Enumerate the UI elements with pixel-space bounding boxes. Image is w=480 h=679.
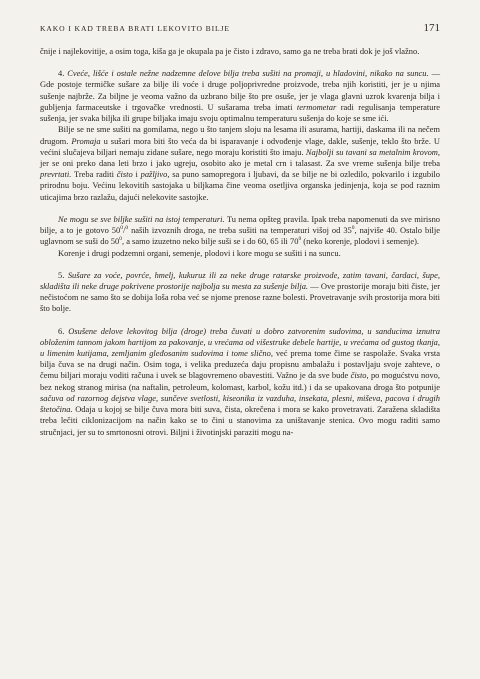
page-number: 171 <box>423 22 440 34</box>
text-run: 6. <box>58 325 69 336</box>
text-run: Tu nema opšteg pravila. Ipak treba napomenuti da sve mirisno bilje, a to je gotovo 50 <box>40 213 441 236</box>
text-run: jer se oni preko dana leti brzo i jako ugreju, osobito ako je metal crn i talasast. Za sve vreme sušenja bilje treba <box>40 157 440 168</box>
text-run: / <box>123 225 126 236</box>
text-run: — Ove prostorije moraju biti čiste, jer nečistoćom ne samo što se dobija loša roba već se njome prenose razne bolesti. Provetravanje svih prostorija mora biti što bolje. <box>40 280 441 314</box>
text-run: , najviše 40. Ostalo bilje uglavnom se suši do 50 <box>40 225 440 247</box>
italic-run: čisto <box>116 169 133 180</box>
text-run: po mogućstvu novo, bez nekog stranog mirisa (na naftalin, petroleum, kolomast, karbol, kožu itd.) i da se upakovana droga što potpunije <box>40 370 440 392</box>
paragraph-gap <box>40 315 440 326</box>
text-run: Bilje se ne sme sušiti na gomilama, nego u što tanjem sloju na lesama ili asurama, hartiji, daskama ili na nečem drugom. <box>40 124 440 146</box>
paragraph-drying-layers <box>40 124 440 203</box>
text-run: sa puno samopregora i ljubavi, da se bilje ne bi ozledilo, pokvarilo i izgubilo prirodnu boju. Većinu lekovitih sastojaka u biljkama čine veoma osetljiva organska jedinjenja, koja se pod raznim uticajima brzo razlažu, dajući nelekovite sastojke. <box>40 169 440 202</box>
italic-run: sačuva od razornog dejstva vlage, sunčeve svetlosti, kiseonika iz vazduha, insekata, plesni, miševa, pacova i drugih štetočina. <box>40 392 440 415</box>
italic-run: pažljivo, <box>140 169 170 180</box>
text-run: radi regulisanja temperature sušenja, jer svaka biljka ili grupe biljaka imaju svoju optimalnu temperaturu sušenja do koje se sme ići. <box>40 101 440 124</box>
running-header <box>40 22 440 42</box>
text-run: i <box>132 169 141 180</box>
text-run: Treba raditi <box>71 169 117 180</box>
text-run: čnije i najlekovitije, a osim toga, kiša ga je okupala pa je čisto i zdravo, samo ga ne treba brati dok je još vlažno. <box>40 46 420 56</box>
text-run: (neko korenje, plodovi i semenje). <box>301 236 420 247</box>
paragraph-item-4 <box>40 68 440 124</box>
italic-run: Osušene delove lekovitog bilja (droge) treba čuvati u dobro zatvorenim sudovima, u sanducima iznutra obloženim tannom jakom hartijom za pakovanje, u vrećama od višestruke debele hartije, u vrećama od gustog tkanja, u limenim kutijama, zemljanim gleđosanim sudovima i tome slično, <box>40 325 440 359</box>
text-run: — Gde postoje termičke sušare za bilje ili voće i druge poljoprivredne proizvode, treba njih koristiti, jer je u njima sušenje najbrže. Za biljne je veoma važno da uzbrano bilje što pre osuše, jer je vlaga glavni uzrok kvarenja bilja i gubljenja farmaceutske i trgovačke vrednosti. U sušarama treba imati <box>40 68 441 112</box>
text-run: u sušari mora biti što veća da bi isparavanje i odvođenje vlage, dakle, sušenje, teklo što brže. U većini slučajeva biljari nemaju zidane sušare, nego moraju koristiti što imaju. <box>40 135 440 157</box>
text-run: 5. <box>58 269 68 280</box>
paragraph-item-6 <box>40 326 440 438</box>
paragraph-gap <box>40 57 440 68</box>
superscript-run: 0 <box>351 225 355 232</box>
text-run: Korenje i drugi podzemni organi, semenje, plodovi i kore mogu se sušiti i na suncu. <box>58 247 341 258</box>
paragraph-item-5 <box>40 270 440 315</box>
paragraph-gap <box>40 259 440 270</box>
text-run: već prema tome čime se raspolaže. Svaka vrsta bilja čuva se na drugi način. Osim toga, i velika preduzeća daju propisnu ambalažu i postavljaju svoje zahteve, o čemu biljari moraju voditi računa i uvek se blagovremeno obavestiti. Važno je da sve bude <box>40 348 440 381</box>
italic-run: prevrtati. <box>40 169 72 180</box>
italic-run: čisto, <box>350 370 369 381</box>
text-run: Odaja u kojoj se bilje čuva mora biti suva, čista, okrečena i mora se kako provetravati. Zaražena skladišta treba lečiti ciklonizacijom na način kako se to čini u stanovima za uništavanje stenica. Ovo mogu raditi samo stručnjaci, jer su to smrtonosni otrovi. Biljni i životinjski paraziti mogu na- <box>40 404 440 437</box>
italic-run: Najbolji su tavani sa metalnim krovom, <box>305 146 440 157</box>
paragraph-gap <box>40 203 440 214</box>
italic-run: Sušare za voće, povrće, hmelj, kukuruz ili za neke druge ratarske proizvode, zatim tavani, čardaci, šupe, skladišta ili neke druge pokrivene prostorije najbolja su mesta za sušenje bilja. <box>40 269 441 291</box>
text-run: naših izvoznih droga, ne treba sušiti na temperaturi višoj od 35 <box>128 225 352 236</box>
superscript-run: 0 <box>119 236 122 243</box>
paragraph-continuation <box>40 46 440 57</box>
superscript-run: 0 <box>298 236 302 243</box>
superscript-run: 0 <box>125 225 129 232</box>
paragraph-roots-sun <box>40 248 440 259</box>
page-body <box>40 46 440 438</box>
paragraph-drying-temperature <box>40 214 440 248</box>
italic-run: termometar <box>296 101 337 112</box>
italic-run: Promaja <box>71 135 101 146</box>
italic-run: Ne mogu se sve biljke sušiti na istoj temperaturi. <box>58 213 225 224</box>
italic-run: Cveće, lišće i ostale nežne nadzemne delove bilja treba sušiti na promaji, u hladovini, nikako na suncu. <box>67 68 429 79</box>
superscript-run: 0 <box>120 225 123 232</box>
text-run: , a samo izuzetno neko bilje suši se i do 60, 65 ili 70 <box>121 236 299 247</box>
running-title: KAKO I KAD TREBA BRATI LEKOVITO BILJE <box>40 24 230 33</box>
text-run: 4. <box>58 68 68 79</box>
